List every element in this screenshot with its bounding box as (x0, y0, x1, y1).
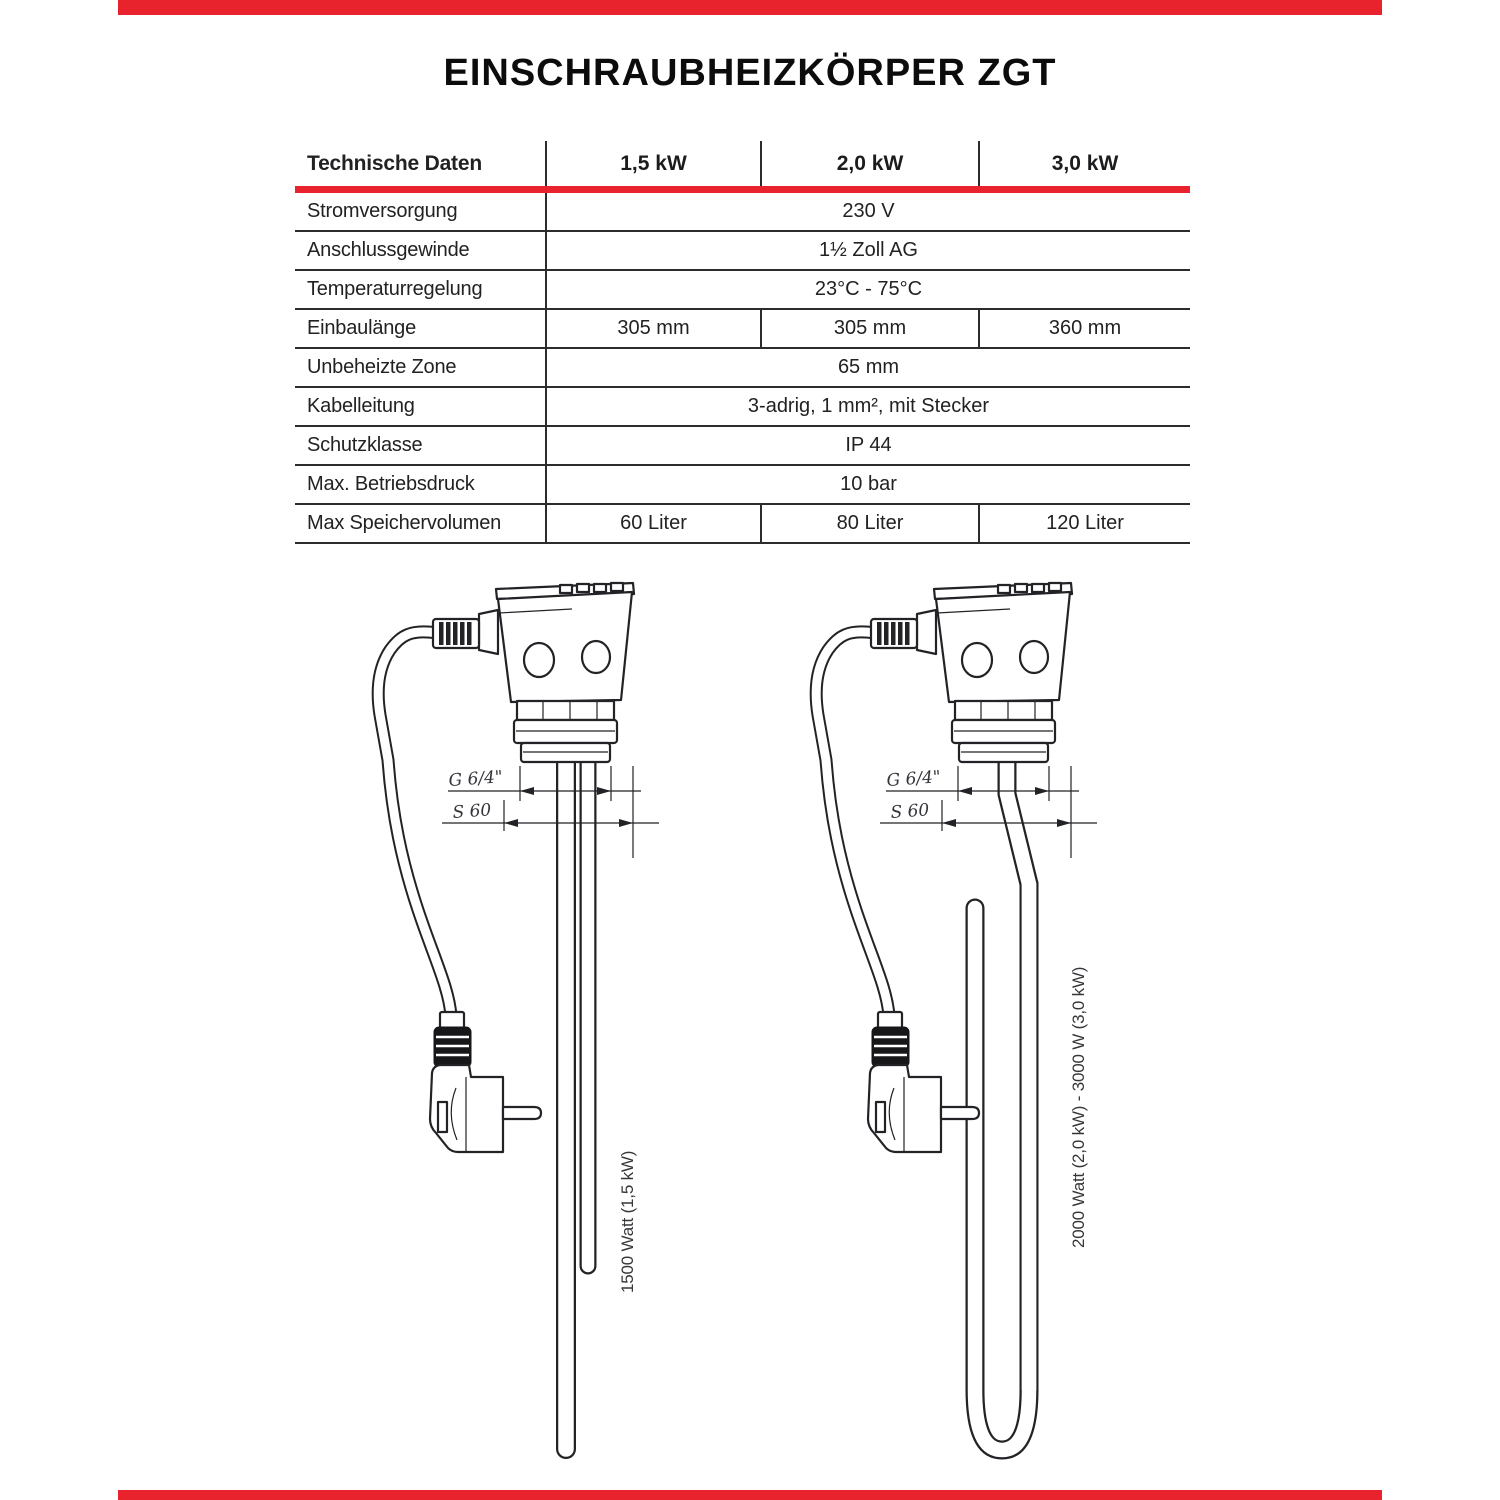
page-title: EINSCHRAUBHEIZKÖRPER ZGT (443, 52, 1057, 94)
row-label: Anschlussgewinde (307, 239, 470, 261)
table-header-label: Technische Daten (307, 151, 482, 175)
column-header-2-0kw: 2,0 kW (760, 141, 978, 186)
row-value: IP 44 (545, 427, 1190, 464)
row-value: 305 mm (760, 310, 978, 347)
row-value: 120 Liter (978, 505, 1190, 542)
row-value: 60 Liter (545, 505, 760, 542)
column-header-1-5kw: 1,5 kW (545, 141, 760, 186)
row-label: Stromversorgung (307, 200, 458, 222)
row-value: 3-adrig, 1 mm², mit Stecker (545, 388, 1190, 425)
row-label: Schutzklasse (307, 434, 423, 456)
right-power-label: 2000 Watt (2,0 kW) - 3000 W (3,0 kW) (1069, 966, 1088, 1248)
row-label: Unbeheizte Zone (307, 356, 457, 378)
row-value: 1½ Zoll AG (545, 232, 1190, 269)
left-power-label: 1500 Watt (1,5 kW) (618, 1150, 637, 1293)
row-value: 80 Liter (760, 505, 978, 542)
column-header-3-0kw: 3,0 kW (978, 141, 1190, 186)
left-heating-rods (566, 756, 588, 1449)
row-label: Einbaulänge (307, 317, 417, 339)
row-value: 23°C - 75°C (545, 271, 1190, 308)
row-label: Max Speichervolumen (307, 512, 502, 534)
row-label: Kabelleitung (307, 395, 415, 417)
row-value: 360 mm (978, 310, 1190, 347)
row-label: Temperaturregelung (307, 278, 483, 300)
row-label: Max. Betriebsdruck (307, 473, 475, 495)
right-heater-unit (816, 583, 1097, 1152)
row-value: 305 mm (545, 310, 760, 347)
row-value: 230 V (545, 193, 1190, 230)
right-heating-loop (975, 756, 1029, 1450)
left-heater-unit (378, 583, 659, 1152)
row-value: 65 mm (545, 349, 1190, 386)
row-value: 10 bar (545, 466, 1190, 503)
